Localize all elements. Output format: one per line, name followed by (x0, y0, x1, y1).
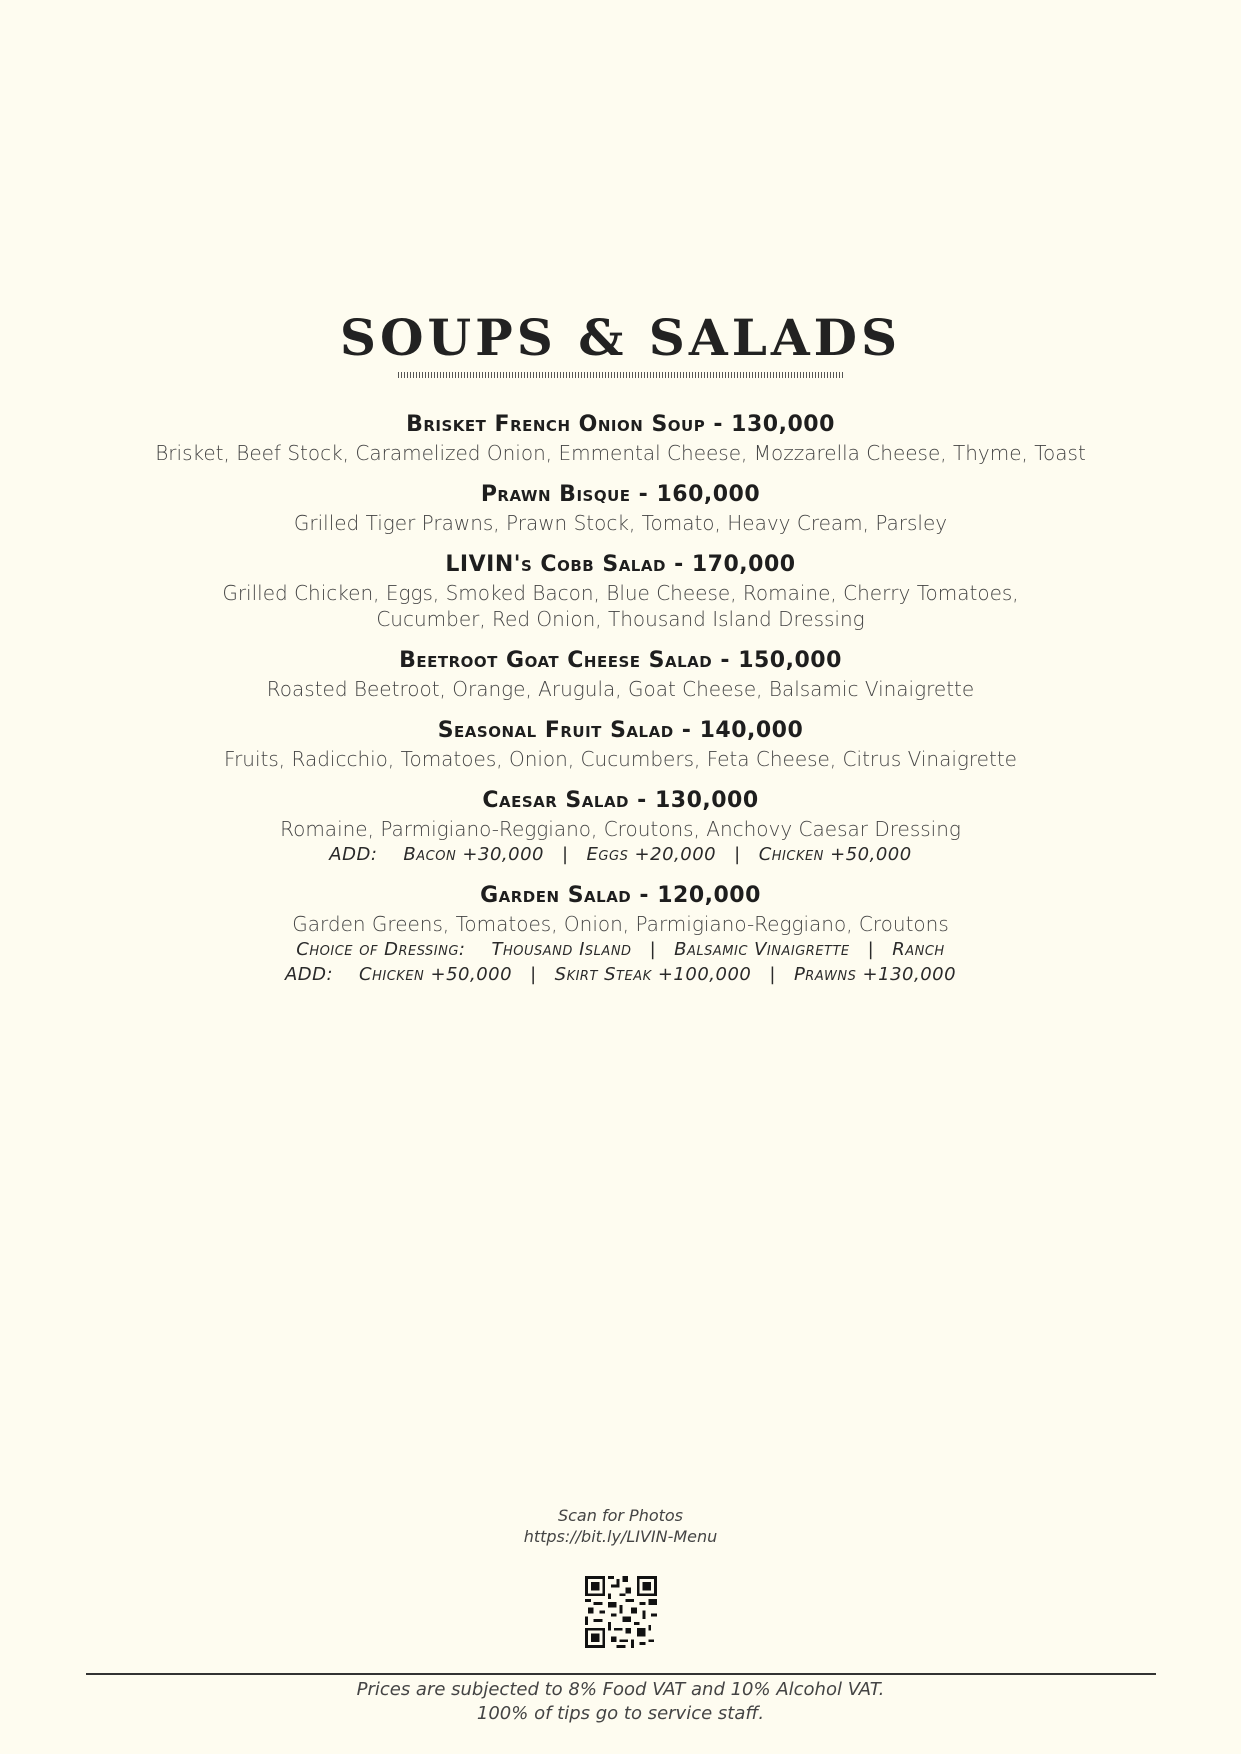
menu-item (0, 716, 1241, 772)
addon-line (0, 937, 1241, 962)
scan-section (0, 1505, 1241, 1547)
item-name: Seasonal Fruit Salad - 140,000 (437, 718, 804, 743)
scan-url[interactable]: https://bit.ly/LIVIN-Menu (523, 1527, 718, 1546)
addon-line (0, 842, 1241, 867)
qr-code-icon[interactable] (585, 1576, 657, 1648)
item-description: Romaine, Parmigiano-Reggiano, Croutons, Anchovy Caesar Dressing (280, 817, 961, 841)
separator: | (649, 939, 657, 960)
addon-option: Thousand Island (491, 939, 632, 960)
addon-option: Prawns +130,000 (793, 964, 957, 985)
separator: | (769, 964, 776, 985)
menu-item (0, 550, 1241, 632)
item-description: Brisket, Beef Stock, Caramelized Onion, Emmental Cheese, Mozzarella Cheese, Thyme, Toast (155, 441, 1086, 465)
item-name: Beetroot Goat Cheese Salad - 150,000 (399, 648, 842, 673)
footer-vat-note: Prices are subjected to 8% Food VAT and 10% Alcohol VAT. (356, 1679, 885, 1700)
item-name: Prawn Bisque - 160,000 (480, 482, 761, 507)
addon-option: Eggs +20,000 (586, 844, 717, 865)
item-name: Caesar Salad - 130,000 (482, 788, 759, 813)
addon-label: Choice of Dressing: (296, 939, 466, 960)
footer-divider (86, 1673, 1156, 1675)
separator: | (867, 939, 875, 960)
item-description: Fruits, Radicchio, Tomatoes, Onion, Cucumbers, Feta Cheese, Citrus Vinaigrette (224, 747, 1017, 771)
addon-label: ADD: (329, 844, 378, 865)
addon-option: Chicken +50,000 (359, 964, 513, 985)
addon-option: Skirt Steak +100,000 (554, 964, 752, 985)
item-name: Garden Salad - 120,000 (480, 883, 761, 908)
menu-item (0, 881, 1241, 987)
addon-label: ADD: (284, 964, 334, 985)
separator: | (530, 964, 537, 985)
item-description: Garden Greens, Tomatoes, Onion, Parmigiano-Reggiano, Croutons (292, 912, 949, 936)
separator: | (734, 844, 741, 865)
item-description: Grilled Chicken, Eggs, Smoked Bacon, Blue Cheese, Romaine, Cherry Tomatoes, (222, 581, 1019, 605)
item-name: LIVIN's Cobb Salad - 170,000 (445, 552, 796, 577)
item-name: Brisket French Onion Soup - 130,000 (406, 412, 835, 437)
menu-list (0, 410, 1241, 1001)
addon-option: Bacon +30,000 (403, 844, 544, 865)
item-description: Roasted Beetroot, Orange, Arugula, Goat Cheese, Balsamic Vinaigrette (266, 677, 975, 701)
menu-item (0, 646, 1241, 702)
addon-line (0, 962, 1241, 987)
footer-tips-note: 100% of tips go to service staff. (476, 1703, 765, 1724)
item-description: Grilled Tiger Prawns, Prawn Stock, Tomato, Heavy Cream, Parsley (293, 511, 948, 535)
menu-item (0, 480, 1241, 536)
title-underline (398, 372, 844, 378)
item-description: Cucumber, Red Onion, Thousand Island Dressing (376, 607, 865, 631)
addon-option: Ranch (892, 939, 945, 960)
addon-option: Chicken +50,000 (758, 844, 912, 865)
addon-option: Balsamic Vinaigrette (674, 939, 850, 960)
separator: | (561, 844, 569, 865)
page-title: SOUPS & SALADS (339, 308, 902, 367)
footer-notes (0, 1678, 1241, 1726)
menu-item (0, 410, 1241, 466)
scan-label: Scan for Photos (557, 1506, 684, 1525)
menu-item (0, 786, 1241, 867)
